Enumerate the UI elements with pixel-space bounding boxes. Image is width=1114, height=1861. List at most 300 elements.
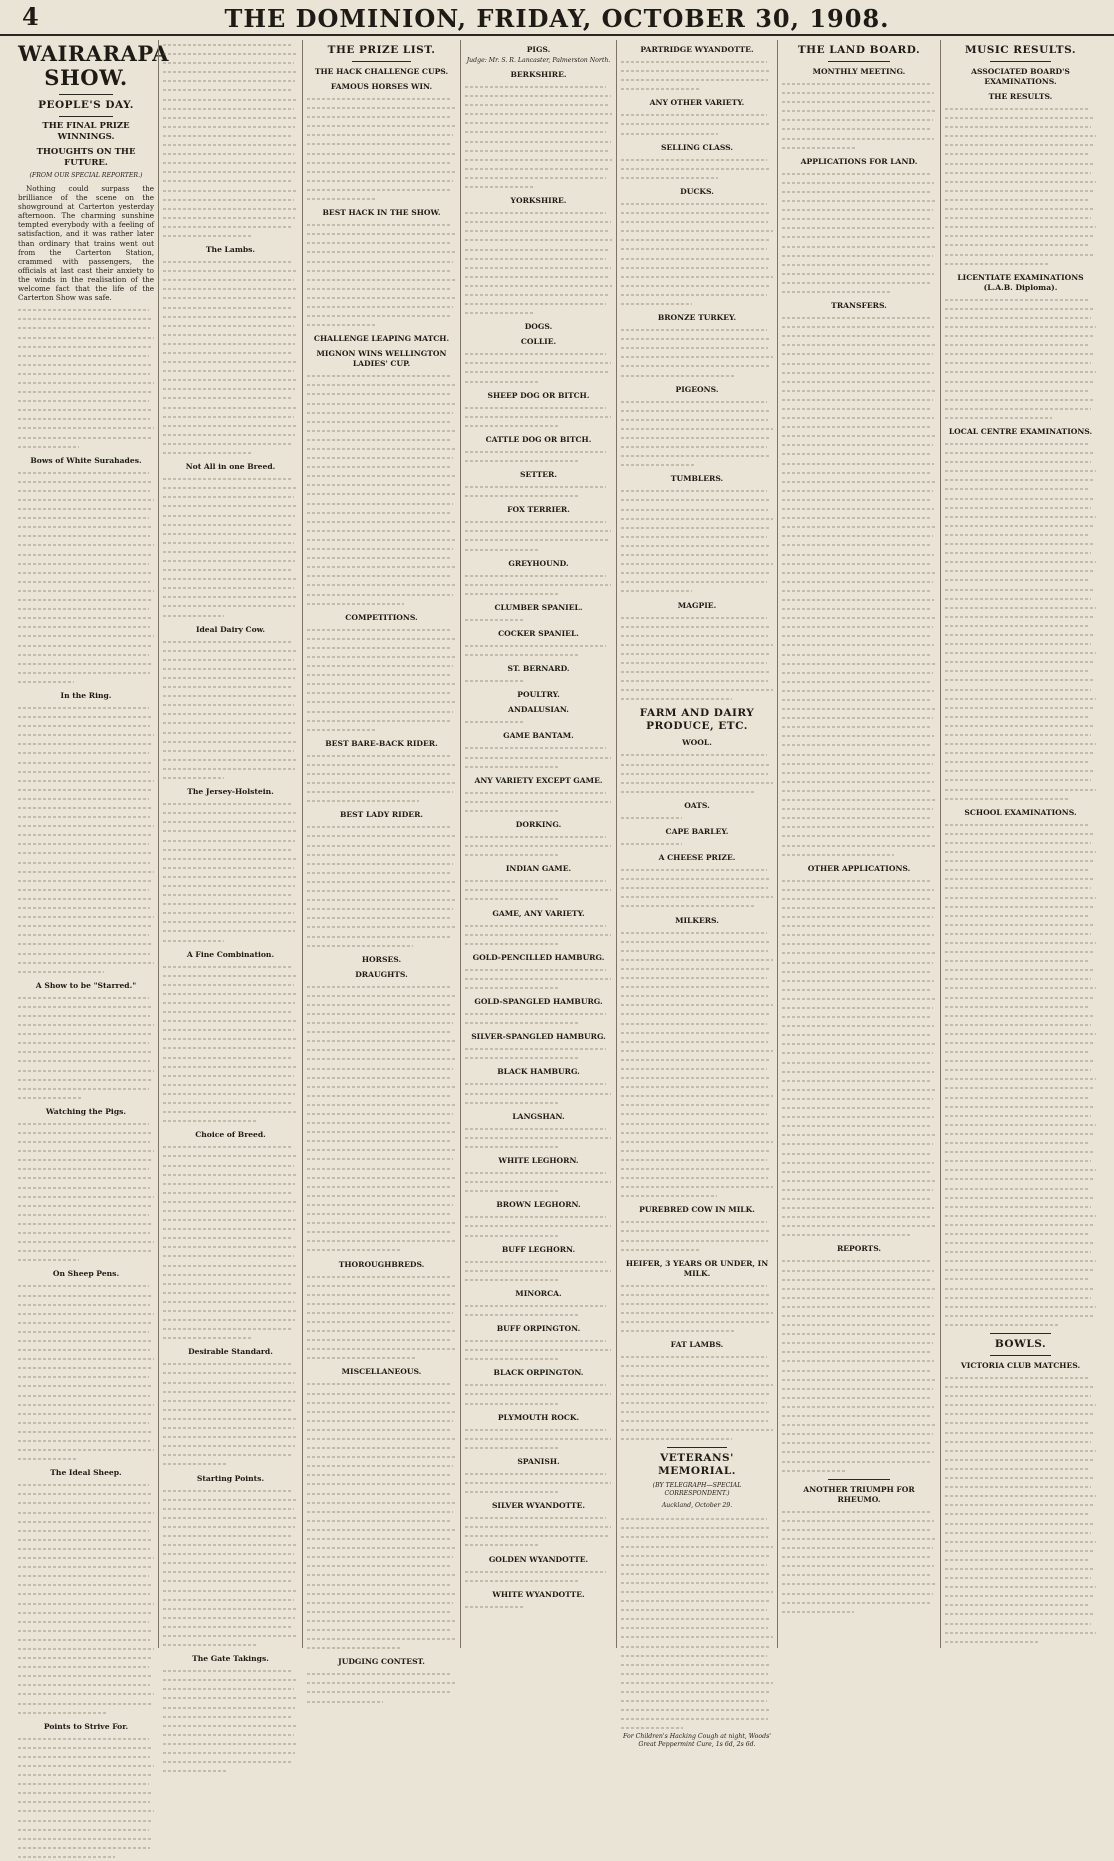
text-line	[18, 559, 149, 568]
subhead: The Gate Takings.	[192, 1654, 269, 1664]
subhead: MONTHLY MEETING.	[812, 67, 906, 76]
text-line	[307, 1009, 456, 1018]
text-line	[163, 1684, 294, 1693]
text-line	[307, 1516, 450, 1525]
text-line	[945, 1500, 1093, 1509]
text-line	[307, 462, 450, 471]
text-line	[307, 1164, 450, 1173]
text-line	[18, 540, 154, 549]
text-line	[18, 1806, 154, 1815]
text-line	[18, 1535, 153, 1544]
text-line	[945, 1056, 1094, 1065]
text-line	[465, 885, 611, 894]
text-line	[621, 361, 770, 370]
subhead: SILVER WYANDOTTE.	[491, 1501, 586, 1511]
text-line	[18, 1219, 153, 1228]
text-line	[945, 1065, 1091, 1074]
body-text-block	[18, 305, 154, 451]
body-text-block	[465, 921, 612, 948]
text-line	[465, 217, 611, 226]
text-line	[307, 1335, 452, 1344]
text-line	[163, 49, 297, 58]
text-line	[465, 290, 609, 299]
text-line	[465, 1425, 606, 1434]
subhead: SILVER-SPANGLED HAMBURG.	[471, 1032, 606, 1042]
text-line	[307, 904, 453, 913]
body-text-block	[621, 486, 773, 595]
subhead: SCHOOL EXAMINATIONS.	[964, 807, 1077, 817]
text-line	[307, 886, 452, 895]
text-line	[18, 830, 151, 839]
body-text-block	[621, 110, 773, 137]
text-line	[465, 1257, 606, 1266]
subhead: A CHEESE PRIZE.	[658, 853, 736, 863]
text-line	[782, 1466, 845, 1475]
text-line	[621, 1182, 773, 1191]
text-line	[782, 1230, 910, 1239]
text-line	[18, 1228, 150, 1237]
text-line	[621, 235, 770, 244]
text-line	[163, 1107, 297, 1116]
text-line	[163, 167, 295, 176]
text-line	[782, 1447, 934, 1456]
text-line	[621, 1669, 768, 1678]
text-line	[163, 547, 298, 556]
text-line	[782, 1561, 934, 1570]
text-line	[782, 1320, 931, 1329]
text-line	[307, 417, 450, 426]
text-line	[782, 695, 931, 704]
text-line	[18, 305, 149, 314]
text-line	[945, 1129, 1093, 1138]
subhead: PIGS.	[526, 45, 551, 54]
text-line	[945, 993, 1093, 1002]
text-line	[163, 1359, 293, 1368]
text-line	[945, 1120, 1096, 1129]
text-line	[307, 895, 456, 904]
body-text-block	[621, 613, 773, 704]
text-line	[465, 788, 606, 797]
body-text-block	[465, 517, 612, 553]
text-line	[621, 1352, 767, 1361]
body-text-block	[163, 1142, 298, 1342]
text-line	[465, 1212, 606, 1221]
text-line	[621, 1642, 770, 1651]
text-line	[945, 131, 1096, 140]
text-line	[621, 865, 767, 874]
text-line	[465, 349, 606, 358]
text-line	[621, 1146, 770, 1155]
text-line	[465, 1469, 606, 1478]
text-line	[307, 1245, 401, 1254]
text-line	[465, 1310, 578, 1319]
text-line	[307, 822, 450, 831]
text-line	[621, 1326, 735, 1335]
text-line	[18, 812, 150, 821]
text-line	[782, 1256, 930, 1265]
text-line	[18, 1119, 149, 1128]
text-line	[18, 1662, 149, 1671]
text-line	[163, 1142, 293, 1151]
text-line	[18, 1281, 149, 1290]
text-line	[465, 1009, 606, 1018]
subhead: HEIFER, 3 YEARS OR UNDER, IN MILK.	[625, 1258, 769, 1278]
text-line	[465, 717, 524, 726]
text-line	[945, 712, 1090, 721]
text-line	[945, 1564, 1094, 1573]
text-line	[163, 881, 295, 890]
text-line	[163, 1242, 297, 1251]
text-line	[465, 876, 606, 885]
text-line	[782, 1607, 854, 1616]
text-line	[465, 1540, 540, 1549]
text-line	[307, 535, 456, 544]
text-line	[945, 1482, 1091, 1491]
text-line	[782, 1438, 930, 1447]
text-line	[307, 1326, 455, 1335]
text-line	[18, 1653, 151, 1662]
text-line	[465, 545, 540, 554]
text-line	[782, 115, 933, 124]
text-line	[307, 1634, 456, 1643]
text-line	[621, 433, 770, 442]
article-heading-land-board: THE LAND BOARD.	[797, 44, 921, 56]
text-line	[18, 586, 154, 595]
text-line	[782, 1167, 931, 1176]
subhead: THE RESULTS.	[988, 92, 1053, 101]
text-line	[782, 822, 934, 831]
text-line	[18, 333, 154, 342]
text-line	[18, 1708, 106, 1717]
body-text-block	[163, 474, 298, 620]
subhead: GREYHOUND.	[508, 558, 569, 568]
text-line	[945, 965, 1094, 974]
text-line	[945, 140, 1093, 149]
text-line	[782, 178, 934, 187]
text-line	[307, 850, 456, 859]
text-line	[621, 1100, 770, 1109]
text-line	[18, 631, 154, 640]
text-line	[621, 1542, 773, 1551]
subhead: MAGPIE.	[677, 600, 717, 610]
text-line	[307, 1118, 450, 1127]
text-line	[163, 140, 297, 149]
text-line	[18, 803, 153, 812]
text-line	[163, 104, 294, 113]
text-line	[782, 1275, 931, 1284]
text-line	[945, 1102, 1094, 1111]
text-line	[782, 1570, 931, 1579]
text-line	[465, 1142, 559, 1151]
text-line	[18, 1173, 153, 1182]
text-line	[18, 1644, 154, 1653]
text-line	[307, 293, 456, 302]
text-line	[163, 899, 297, 908]
text-line	[945, 340, 1090, 349]
text-line	[465, 841, 611, 850]
text-line	[782, 196, 936, 205]
text-line	[945, 1400, 1096, 1409]
text-line	[782, 604, 931, 613]
text-line	[18, 513, 149, 522]
text-line	[782, 79, 930, 88]
text-line	[307, 1580, 452, 1589]
text-line	[621, 1019, 767, 1028]
text-line	[163, 1748, 295, 1757]
text-line	[163, 1567, 295, 1576]
text-line	[782, 205, 933, 214]
subhead: FAT LAMBS.	[670, 1340, 724, 1350]
text-line	[621, 486, 767, 495]
text-line	[18, 767, 150, 776]
text-line	[465, 403, 606, 412]
text-line	[621, 631, 768, 640]
text-line	[18, 659, 153, 668]
text-line	[782, 759, 933, 768]
text-line	[782, 1149, 930, 1158]
text-line	[621, 451, 771, 460]
text-line	[465, 1399, 559, 1408]
body-text-block	[18, 468, 154, 686]
text-line	[621, 973, 767, 982]
text-line	[621, 1290, 771, 1299]
text-line	[18, 1517, 151, 1526]
text-line	[465, 491, 578, 500]
text-line	[465, 1336, 606, 1345]
text-line	[782, 1457, 931, 1466]
text-line	[163, 113, 298, 122]
text-line	[945, 231, 1093, 240]
text-line	[621, 813, 682, 822]
text-line	[621, 1055, 770, 1064]
text-line	[945, 1020, 1091, 1029]
text-line	[945, 766, 1094, 775]
text-line	[307, 831, 455, 840]
text-line	[621, 1687, 770, 1696]
text-line	[163, 836, 295, 845]
text-line	[465, 91, 611, 100]
text-line	[307, 1525, 455, 1534]
text-line	[465, 1513, 606, 1522]
text-line	[163, 1396, 295, 1405]
text-line	[621, 397, 767, 406]
text-line	[621, 173, 718, 182]
text-line	[163, 1730, 294, 1739]
text-line	[945, 865, 1090, 874]
text-line	[945, 377, 1093, 386]
text-line	[945, 1428, 1094, 1437]
text-line	[945, 1029, 1096, 1038]
text-line	[465, 367, 608, 376]
text-line	[18, 1128, 153, 1137]
text-line	[18, 1770, 151, 1779]
body-text-block	[465, 1380, 612, 1407]
text-line	[465, 1098, 559, 1107]
text-line	[465, 806, 559, 815]
text-line	[945, 1609, 1094, 1618]
text-line	[621, 244, 767, 253]
subhead: VICTORIA CLUB MATCHES.	[960, 1361, 1081, 1370]
text-line	[621, 1226, 771, 1235]
subhead: GOLD-SPANGLED HAMBURG.	[474, 997, 603, 1007]
text-line	[945, 1229, 1090, 1238]
text-line	[163, 1766, 226, 1775]
text-line	[465, 164, 609, 173]
body-text-block	[18, 1119, 154, 1265]
text-line	[307, 1498, 456, 1507]
text-line	[945, 1555, 1090, 1564]
text-line	[307, 371, 450, 380]
text-line	[945, 856, 1093, 865]
text-line	[782, 650, 931, 659]
text-line	[18, 369, 150, 378]
text-line	[782, 1185, 933, 1194]
text-line	[782, 1302, 930, 1311]
text-line	[163, 58, 294, 67]
text-line	[945, 694, 1096, 703]
article-heading-prize-list: THE PRIZE LIST.	[327, 44, 436, 56]
text-line	[307, 1489, 452, 1498]
subhead: POULTRY.	[517, 690, 560, 700]
text-line	[945, 666, 1090, 675]
text-line	[307, 643, 452, 652]
text-line	[621, 750, 767, 759]
text-line	[782, 885, 934, 894]
text-line	[465, 1522, 611, 1531]
text-line	[307, 634, 455, 643]
text-line	[945, 902, 1093, 911]
text-line	[163, 122, 295, 131]
body-text-block	[163, 637, 298, 783]
text-line	[307, 1109, 453, 1118]
text-line	[307, 1027, 450, 1036]
text-line	[782, 1203, 934, 1212]
text-line	[163, 483, 297, 492]
subhead: ST. BERNARD.	[507, 664, 570, 674]
text-line	[945, 838, 1091, 847]
text-line	[465, 1567, 606, 1576]
text-line	[621, 577, 767, 586]
subhead: Starting Points.	[196, 1473, 265, 1483]
subhead: PIGEONS.	[675, 384, 719, 394]
text-line	[945, 322, 1096, 331]
text-line	[163, 718, 295, 727]
text-line	[18, 1418, 149, 1427]
column-1	[14, 40, 169, 1731]
text-line	[621, 371, 735, 380]
text-line	[945, 575, 1090, 584]
text-line	[465, 118, 609, 127]
text-line	[163, 1549, 294, 1558]
text-line	[163, 1531, 293, 1540]
body-text-block	[465, 1567, 612, 1585]
text-line	[782, 97, 931, 106]
text-line	[307, 435, 452, 444]
text-line	[945, 259, 1049, 268]
text-line	[621, 694, 732, 703]
text-line	[782, 106, 936, 115]
text-line	[945, 222, 1096, 231]
text-line	[945, 1464, 1090, 1473]
text-line	[18, 1137, 150, 1146]
text-line	[163, 257, 293, 266]
text-line	[18, 1626, 153, 1635]
text-line	[782, 777, 934, 786]
text-line	[945, 1302, 1096, 1311]
text-line	[307, 1643, 401, 1652]
text-line	[465, 1478, 611, 1487]
text-line	[945, 685, 1091, 694]
column-7	[940, 40, 1100, 1648]
text-line	[621, 495, 771, 504]
text-line	[307, 399, 456, 408]
text-line	[782, 440, 933, 449]
text-line	[307, 1073, 450, 1082]
body-text-block	[465, 208, 612, 317]
text-line	[621, 532, 767, 541]
text-line	[18, 495, 154, 504]
text-line	[782, 595, 934, 604]
text-line	[307, 1136, 452, 1145]
text-line	[945, 1619, 1091, 1628]
text-line	[782, 169, 930, 178]
text-line	[945, 1409, 1093, 1418]
text-line	[782, 750, 936, 759]
text-line	[945, 1582, 1096, 1591]
text-line	[18, 958, 154, 967]
text-line	[945, 530, 1090, 539]
text-line	[307, 941, 413, 950]
text-line	[621, 334, 771, 343]
body-text-block	[465, 1044, 612, 1062]
text-line	[18, 1345, 150, 1354]
text-line	[163, 664, 298, 673]
text-line	[782, 1221, 936, 1230]
text-line	[18, 1183, 150, 1192]
text-line	[621, 325, 767, 334]
text-line	[621, 1317, 770, 1326]
text-line	[782, 1158, 934, 1167]
body-text-block	[945, 820, 1096, 1329]
body-text-block	[465, 1124, 612, 1151]
text-line	[307, 1470, 450, 1479]
text-line	[163, 872, 298, 881]
text-line	[18, 1002, 153, 1011]
text-line	[18, 1372, 149, 1381]
body-text-block	[621, 57, 773, 93]
text-line	[945, 911, 1090, 920]
text-line	[18, 613, 153, 622]
text-line	[945, 1546, 1093, 1555]
text-line	[307, 1173, 455, 1182]
text-line	[18, 423, 154, 432]
text-line	[18, 1635, 150, 1644]
text-line	[621, 1389, 770, 1398]
text-line	[465, 421, 559, 430]
text-line	[307, 1552, 453, 1561]
text-line	[18, 930, 149, 939]
text-line	[945, 1074, 1096, 1083]
text-line	[621, 1632, 773, 1641]
subhead: ANY OTHER VARIETY.	[649, 98, 745, 108]
text-line	[163, 348, 293, 357]
text-line	[163, 1161, 294, 1170]
text-line	[307, 1209, 450, 1218]
text-line	[782, 386, 936, 395]
subhead: GAME, ANY VARIETY.	[492, 908, 585, 918]
text-line	[945, 794, 1070, 803]
text-line	[18, 1580, 153, 1589]
